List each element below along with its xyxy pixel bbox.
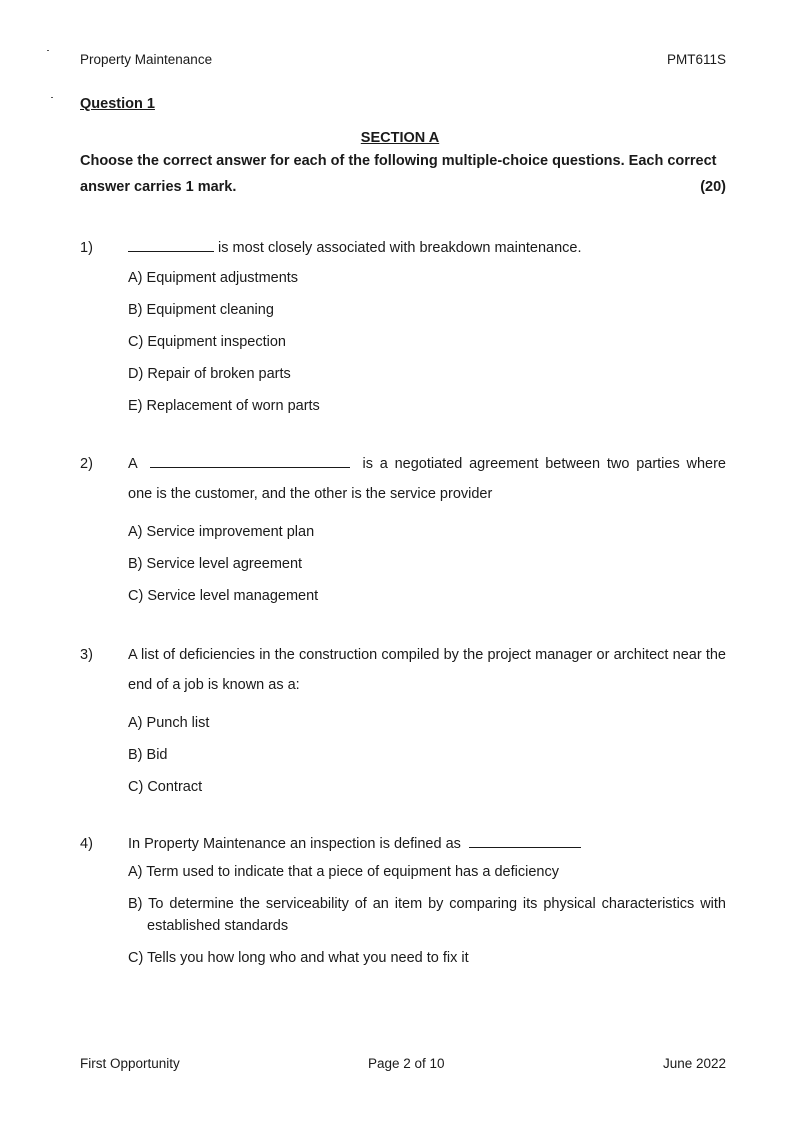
question-3	[80, 640, 726, 808]
option: A) Service improvement plan	[128, 524, 315, 540]
instructions-line-1: Choose the correct answer for each of the following multiple-choice questions. Each correct	[80, 153, 717, 169]
question-number: 2)	[80, 456, 93, 472]
course-code: PMT611S	[666, 52, 726, 67]
section-title: SECTION A	[360, 130, 440, 146]
scan-speck	[51, 97, 53, 98]
question-number: 1)	[80, 240, 93, 256]
options-list	[128, 861, 726, 969]
options-list	[128, 521, 726, 617]
option: C) Equipment inspection	[128, 334, 286, 350]
total-marks: (20)	[700, 179, 726, 195]
question-text: In Property Maintenance an inspection is defined as	[128, 829, 726, 859]
instructions	[80, 148, 726, 200]
option: B) Bid	[128, 747, 168, 763]
option: C) Contract	[128, 779, 203, 795]
question-1	[80, 233, 726, 427]
option: C) Service level management	[128, 588, 319, 604]
question-2	[80, 449, 726, 617]
option: A) Equipment adjustments	[128, 270, 299, 286]
exam-date: June 2022	[662, 1056, 726, 1071]
question-number: 4)	[80, 836, 93, 852]
scan-speck	[47, 50, 49, 51]
option: A) Punch list	[128, 715, 210, 731]
question-number: 3)	[80, 647, 93, 663]
exam-opportunity: First Opportunity	[80, 1056, 180, 1071]
page-header	[80, 52, 726, 67]
option: E) Replacement of worn parts	[128, 398, 320, 414]
answer-blank	[128, 238, 214, 252]
option: D) Repair of broken parts	[128, 366, 291, 382]
question-text: A list of deficiencies in the construction compiled by the project manager or architect near the end of a job is known as a:	[128, 647, 726, 693]
page-footer	[80, 1056, 726, 1071]
option: B) Equipment cleaning	[128, 302, 274, 318]
page-number: Page 2 of 10	[368, 1056, 445, 1071]
answer-blank	[469, 834, 581, 848]
options-list	[128, 267, 726, 427]
question-text: A is a negotiated agreement between two parties where one is the customer, and the other is the service provider	[128, 456, 726, 502]
option: B) Service level agreement	[128, 556, 303, 572]
course-title: Property Maintenance	[80, 52, 213, 67]
instructions-line-2: answer carries 1 mark.	[80, 179, 237, 195]
question-heading: Question 1	[80, 96, 155, 112]
question-4	[80, 829, 726, 979]
option: C) Tells you how long who and what you need to fix it	[128, 950, 469, 966]
option: A) Term used to indicate that a piece of equipment has a deficiency	[128, 864, 559, 880]
answer-blank	[150, 454, 350, 468]
option: B) To determine the serviceability of an item by comparing its physical characteristics with established standards	[128, 896, 726, 934]
question-text: is most closely associated with breakdown maintenance.	[128, 233, 726, 263]
options-list	[128, 712, 726, 808]
